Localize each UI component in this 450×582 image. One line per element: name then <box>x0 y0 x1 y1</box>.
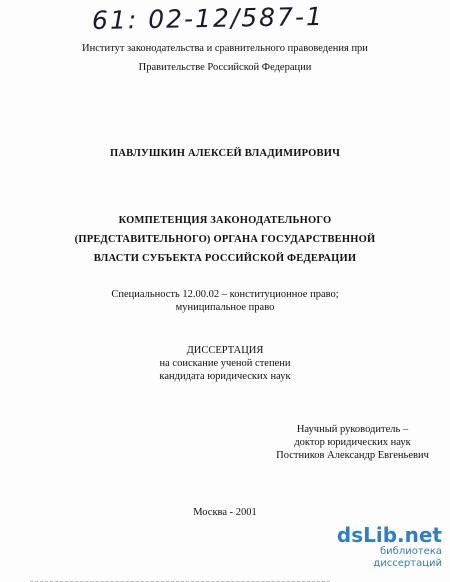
scan-edge-divider <box>30 578 330 582</box>
title-line-3: ВЛАСТИ СУБЪЕКТА РОССИЙСКОЙ ФЕДЕРАЦИИ <box>93 253 357 264</box>
supervisor-title: Научный руководитель – <box>296 424 409 435</box>
institute-line-2: Правительстве Российской Федерации <box>138 62 312 73</box>
watermark-subtitle: библиотека диссертаций <box>373 546 442 569</box>
supervisor-name: Постников Александр Евгеньевич <box>276 450 429 461</box>
handwritten-archive-number: 61: 02-12/587-1 <box>91 1 325 36</box>
title-line-1: КОМПЕТЕНЦИЯ ЗАКОНОДАТЕЛЬНОГО <box>118 215 332 226</box>
dissertation-degree-line-1: на соискание ученой степени <box>159 358 291 369</box>
city-year: Москва - 2001 <box>193 507 257 518</box>
dissertation-heading: ДИССЕРТАЦИЯ <box>186 345 264 356</box>
specialty-line-2: муниципальное право <box>175 302 275 313</box>
supervisor-degree: доктор юридических наук <box>294 437 411 448</box>
specialty-line-1: Специальность 12.00.02 – конституционное право; <box>111 289 339 300</box>
watermark-brand: dsLib.net <box>336 523 442 547</box>
institute-line-1: Институт законодательства и сравнительного правоведения при <box>82 43 368 54</box>
dslib-watermark <box>330 524 442 570</box>
title-line-2: (ПРЕДСТАВИТЕЛЬНОГО) ОРГАНА ГОСУДАРСТВЕННОЙ <box>74 234 376 245</box>
dissertation-degree-line-2: кандидата юридических наук <box>159 371 291 382</box>
author-name: ПАВЛУШКИН АЛЕКСЕЙ ВЛАДИМИРОВИЧ <box>109 148 340 159</box>
